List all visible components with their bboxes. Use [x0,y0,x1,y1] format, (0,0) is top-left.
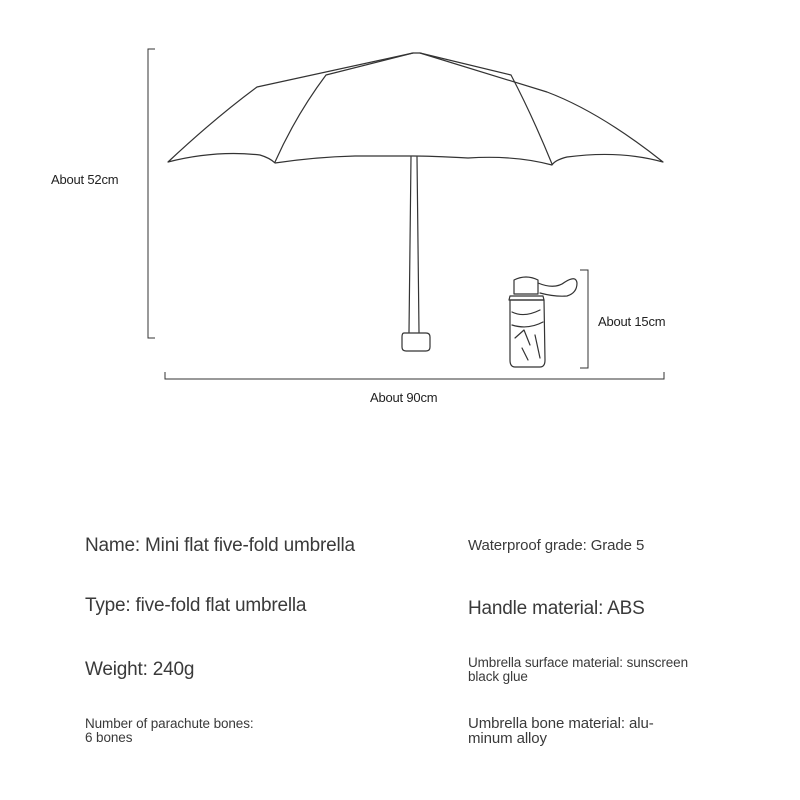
spec-bone-material [468,716,654,746]
spec-surface-line1: Umbrella surface material: sunscreen [468,655,688,670]
canopy-rib-right [420,53,552,164]
folded-umbrella [509,277,577,367]
height-open-label: About 52cm [51,172,119,187]
height-dimension-bracket [148,49,155,338]
height-folded-label: About 15cm [598,314,666,329]
spec-type: Type: five-fold flat umbrella [85,595,307,616]
open-umbrella-handle [402,333,430,351]
spec-bones [85,717,254,745]
spec-bone-material-line1: Umbrella bone material: alu- [468,715,654,732]
width-dimension-bracket [165,372,664,379]
width-open-label: About 90cm [370,390,438,405]
spec-surface [468,656,688,684]
spec-name: Name: Mini flat five-fold umbrella [85,535,355,556]
open-umbrella-shaft [409,157,419,332]
spec-surface-line2: black glue [468,669,528,684]
spec-weight: Weight: 240g [85,659,195,680]
spec-bones-line2: 6 bones [85,730,133,745]
open-umbrella-canopy [168,53,663,165]
spec-handle: Handle material: ABS [468,598,645,619]
spec-bone-material-line2: minum alloy [468,730,547,747]
folded-height-dimension-bracket [580,270,588,368]
canopy-rib-left [275,53,413,162]
spec-bones-line1: Number of parachute bones: [85,716,254,731]
spec-waterproof: Waterproof grade: Grade 5 [468,537,645,554]
